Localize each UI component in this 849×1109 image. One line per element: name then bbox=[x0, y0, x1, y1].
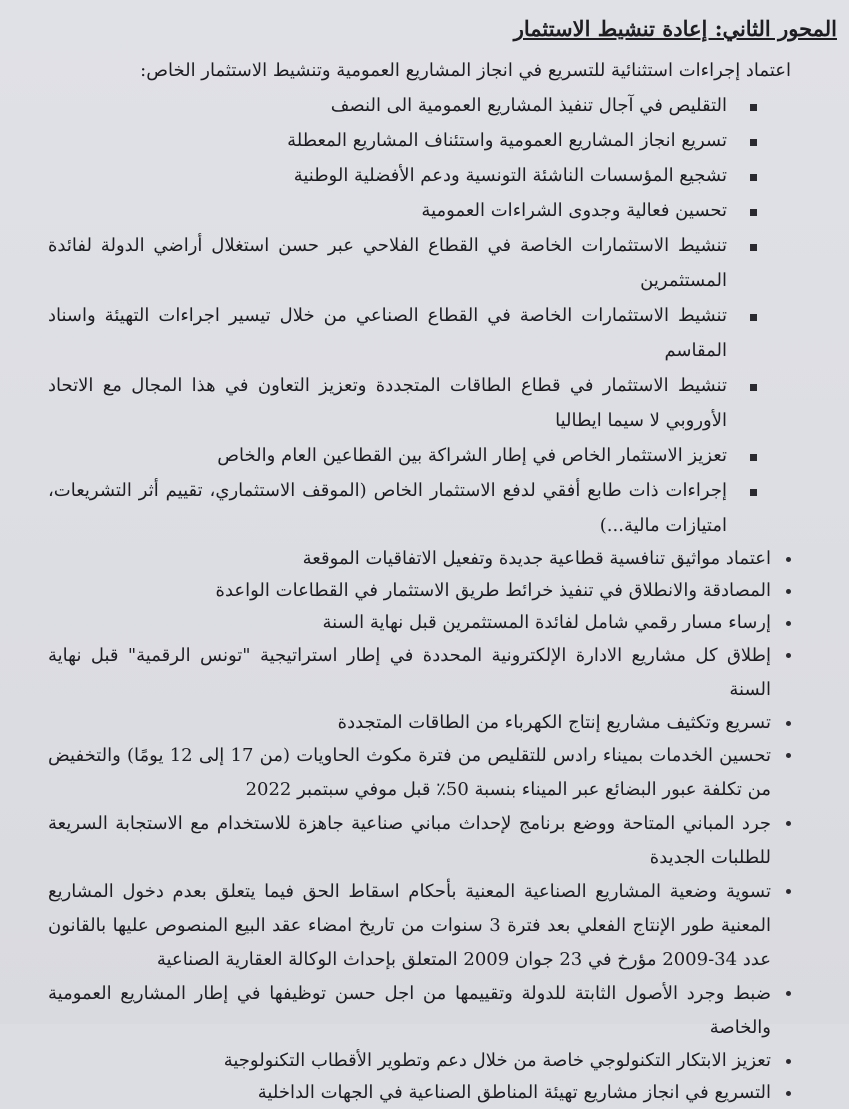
list-item: تحسين الخدمات بميناء رادس للتقليص من فترة مكوث الحاويات (من 17 إلى 12 يومًا) والتخفيض من تكلفة عبور البضائع عبر الميناء بنسبة 50٪ قبل موفي سبتمبر 2022 bbox=[48, 739, 793, 807]
square-bullet-icon bbox=[750, 139, 757, 146]
list-item: اعتماد مواثيق تنافسية قطاعية جديدة وتفعيل الاتفاقيات الموقعة bbox=[48, 543, 793, 575]
list-item: تعزيز الابتكار التكنولوجي خاصة من خلال دعم وتطوير الأقطاب التكنولوجية bbox=[48, 1045, 793, 1077]
square-bullet-icon bbox=[750, 489, 757, 496]
list-item: تسريع وتكثيف مشاريع إنتاج الكهرباء من الطاقات المتجددة bbox=[48, 707, 793, 739]
list-item: تنشيط الاستثمارات الخاصة في القطاع الفلاحي عبر حسن استغلال أراضي الدولة لفائدة المستثمرين bbox=[48, 228, 757, 298]
section-title: المحور الثاني: إعادة تنشيط الاستثمار bbox=[513, 16, 837, 41]
dot-bullet-icon bbox=[786, 589, 791, 594]
measures-list bbox=[48, 543, 837, 1109]
list-item: تسريع انجاز المشاريع العمومية واستئناف المشاريع المعطلة bbox=[48, 123, 757, 158]
square-bullet-icon bbox=[750, 314, 757, 321]
list-item: ضبط وجرد الأصول الثابتة للدولة وتقييمها من اجل حسن توظيفها في إطار المشاريع العمومية والخاصة bbox=[48, 977, 793, 1045]
dot-bullet-icon bbox=[786, 889, 791, 894]
list-item: التقليص في آجال تنفيذ المشاريع العمومية الى النصف bbox=[48, 88, 757, 123]
list-item: تنشيط الاستثمار في قطاع الطاقات المتجددة وتعزيز التعاون في هذا المجال مع الاتحاد الأوروبي لا سيما ايطاليا bbox=[48, 368, 757, 438]
square-bullet-icon bbox=[750, 209, 757, 216]
list-item: إرساء مسار رقمي شامل لفائدة المستثمرين قبل نهاية السنة bbox=[48, 607, 793, 639]
square-bullet-icon bbox=[750, 454, 757, 461]
list-item: إجراءات ذات طابع أفقي لدفع الاستثمار الخاص (الموقف الاستثماري، تقييم أثر التشريعات، امتيازات مالية...) bbox=[48, 473, 757, 543]
intro-paragraph: اعتماد إجراءات استثنائية للتسريع في انجاز المشاريع العمومية وتنشيط الاستثمار الخاص: bbox=[140, 60, 791, 81]
dot-bullet-icon bbox=[786, 1059, 791, 1064]
dot-bullet-icon bbox=[786, 1091, 791, 1096]
list-item: التسريع في انجاز مشاريع تهيئة المناطق الصناعية في الجهات الداخلية bbox=[48, 1077, 793, 1109]
dot-bullet-icon bbox=[786, 557, 791, 562]
sub-measures-list bbox=[48, 88, 837, 543]
list-item: تنشيط الاستثمارات الخاصة في القطاع الصناعي من خلال تيسير اجراءات التهيئة واسناد المقاسم bbox=[48, 298, 757, 368]
list-item: تسوية وضعية المشاريع الصناعية المعنية بأحكام اسقاط الحق فيما يتعلق بعدم دخول المشاريع المعنية طور الإنتاج الفعلي بعد فترة 3 سنوات من تاريخ امضاء عقد البيع المنصوص عليها بالقانون عدد 34-2009 مؤرخ في 23 جوان 2009 المتعلق بإحداث الوكالة العقارية الصناعية bbox=[48, 875, 793, 977]
list-item: إطلاق كل مشاريع الادارة الإلكترونية المحددة في إطار استراتيجية "تونس الرقمية" قبل نهاية السنة bbox=[48, 639, 793, 707]
dot-bullet-icon bbox=[786, 991, 791, 996]
square-bullet-icon bbox=[750, 244, 757, 251]
list-item: تعزيز الاستثمار الخاص في إطار الشراكة بين القطاعين العام والخاص bbox=[48, 438, 757, 473]
dot-bullet-icon bbox=[786, 653, 791, 658]
dot-bullet-icon bbox=[786, 753, 791, 758]
list-item: جرد المباني المتاحة ووضع برنامج لإحداث مباني صناعية جاهزة للاستخدام مع الاستجابة السريعة للطلبات الجديدة bbox=[48, 807, 793, 875]
dot-bullet-icon bbox=[786, 721, 791, 726]
square-bullet-icon bbox=[750, 384, 757, 391]
square-bullet-icon bbox=[750, 174, 757, 181]
square-bullet-icon bbox=[750, 104, 757, 111]
list-item: تشجيع المؤسسات الناشئة التونسية ودعم الأفضلية الوطنية bbox=[48, 158, 757, 193]
dot-bullet-icon bbox=[786, 821, 791, 826]
dot-bullet-icon bbox=[786, 621, 791, 626]
list-item: تحسين فعالية وجدوى الشراءات العمومية bbox=[48, 193, 757, 228]
list-item: المصادقة والانطلاق في تنفيذ خرائط طريق الاستثمار في القطاعات الواعدة bbox=[48, 575, 793, 607]
